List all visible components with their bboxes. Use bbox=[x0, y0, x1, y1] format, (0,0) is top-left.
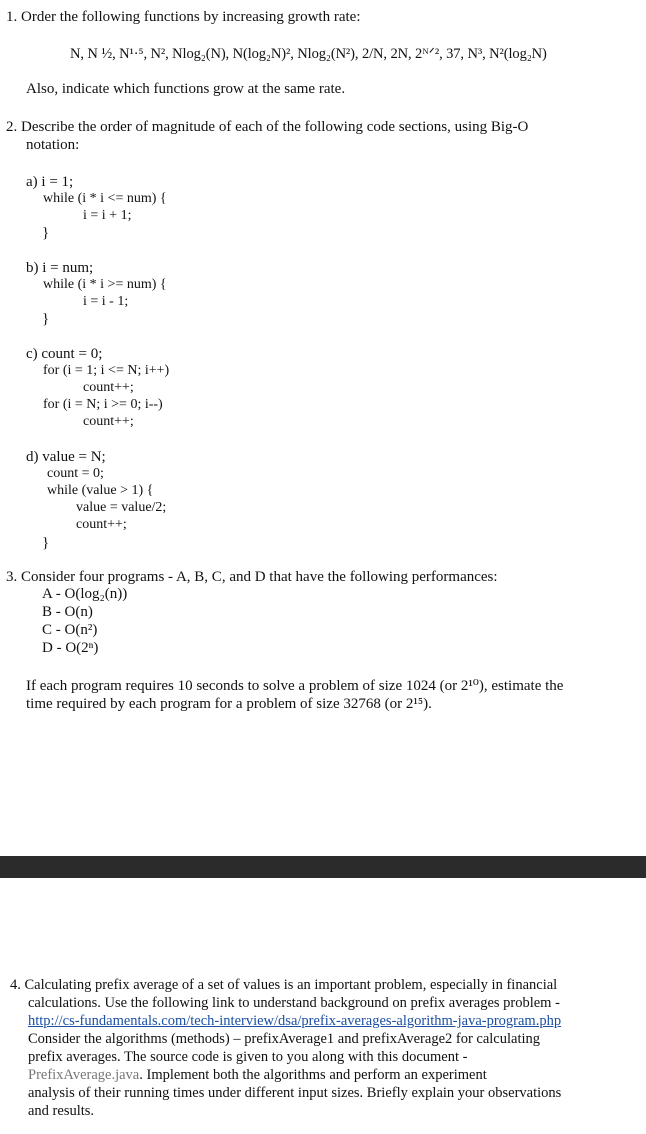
q3-program: C - O(n²) bbox=[42, 622, 98, 638]
q4-line6 bbox=[28, 1066, 487, 1084]
q2c-line: for (i = N; i >= 0; i--) bbox=[43, 397, 163, 412]
q3-program: B - O(n) bbox=[42, 604, 93, 620]
q1-note: Also, indicate which functions grow at the same rate. bbox=[26, 81, 346, 97]
q2b-line: i = i - 1; bbox=[83, 294, 129, 309]
q3-program: A - O(log₂(n)) bbox=[42, 586, 128, 602]
q4-line1: 4. Calculating prefix average of a set of values is an important problem, especially in financial bbox=[10, 977, 558, 993]
q3-title: 3. Consider four programs - A, B, C, and D that have the following performances: bbox=[6, 569, 498, 585]
page-separator-bar bbox=[0, 856, 646, 878]
q2a-line: i = i + 1; bbox=[83, 208, 132, 223]
q2-title-line2: notation: bbox=[26, 137, 80, 153]
q2d-line: count = 0; bbox=[47, 466, 104, 481]
q2c-line: for (i = 1; i <= N; i++) bbox=[43, 363, 170, 378]
q2d-line: count++; bbox=[76, 517, 127, 532]
q2d-line: d) value = N; bbox=[26, 449, 106, 465]
q1-title: 1. Order the following functions by increasing growth rate: bbox=[6, 9, 361, 25]
q4-line6-rest: . Implement both the algorithms and perform an experiment bbox=[139, 1067, 487, 1083]
q2d-line: value = value/2; bbox=[76, 500, 167, 515]
q4-line5: prefix averages. The source code is given to you along with this document - bbox=[28, 1049, 468, 1065]
q4-line7: analysis of their running times under different input sizes. Briefly explain your observations bbox=[28, 1085, 562, 1101]
q2c-line: count++; bbox=[83, 380, 134, 395]
q3-program: D - O(2ⁿ) bbox=[42, 640, 99, 656]
q2b-line: } bbox=[42, 311, 50, 327]
q4-line4: Consider the algorithms (methods) – prefixAverage1 and prefixAverage2 for calculating bbox=[28, 1031, 541, 1047]
q2a-line: } bbox=[42, 225, 50, 241]
q2-title-line1: 2. Describe the order of magnitude of each of the following code sections, using Big-O bbox=[6, 119, 529, 135]
prefix-averages-link[interactable]: http://cs-fundamentals.com/tech-interview/dsa/prefix-averages-algorithm-java-program.php bbox=[28, 1013, 562, 1029]
q2b-line: while (i * i >= num) { bbox=[43, 277, 167, 292]
source-file-name[interactable]: PrefixAverage.java bbox=[28, 1067, 140, 1083]
q1-functions-list: N, N ½, N¹·⁵, N², Nlog₂(N), N(log₂N)², Nlog₂(N²), 2/N, 2N, 2ᴺᐟ², 37, N³, N²(log₂N) bbox=[70, 46, 547, 62]
q3-text-line2: time required by each program for a problem of size 32768 (or 2¹⁵). bbox=[26, 696, 432, 712]
q2d-line: } bbox=[42, 535, 50, 551]
q3-text-line1: If each program requires 10 seconds to solve a problem of size 1024 (or 2¹⁰), estimate the bbox=[26, 678, 564, 694]
q2b-line: b) i = num; bbox=[26, 260, 94, 276]
q4-line2: calculations. Use the following link to understand background on prefix averages problem - bbox=[28, 995, 560, 1011]
q2d-line: while (value > 1) { bbox=[47, 483, 154, 498]
q2c-line: c) count = 0; bbox=[26, 346, 103, 362]
q2c-line: count++; bbox=[83, 414, 134, 429]
q2a-line: a) i = 1; bbox=[26, 174, 74, 190]
q2a-line: while (i * i <= num) { bbox=[43, 191, 167, 206]
q4-line8: and results. bbox=[28, 1103, 95, 1119]
